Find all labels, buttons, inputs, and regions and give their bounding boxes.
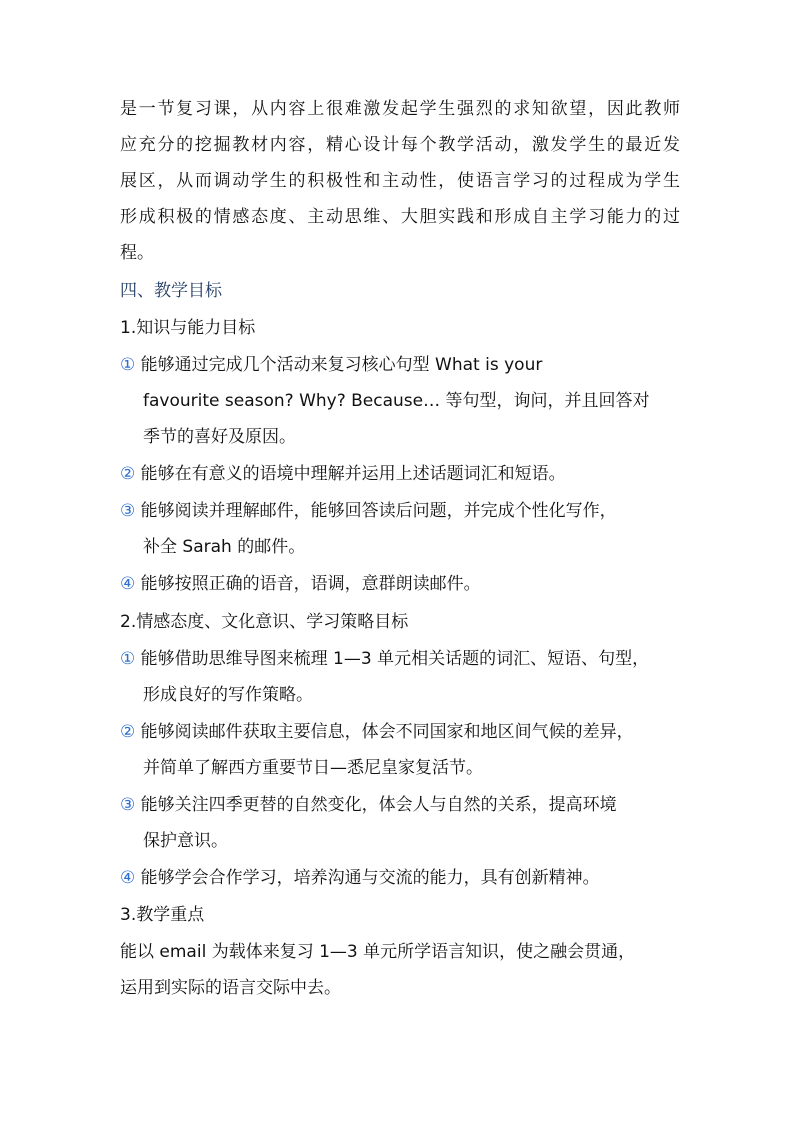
sub1-item-1-line-3: 季节的喜好及原因。 xyxy=(143,427,296,447)
section-heading-objectives: 四、教学目标 xyxy=(120,281,222,301)
item-text: 能够关注四季更替的自然变化，体会人与自然的关系，提高环境 xyxy=(140,795,617,815)
sub1-item-1-line-2: favourite season? Why? Because… 等句型，询问，并且回答对 xyxy=(143,391,650,411)
intro-line-3: 展区，从而调动学生的积极性和主动性，使语言学习的过程成为学生 xyxy=(120,171,680,191)
sub1-item-2 xyxy=(120,462,680,486)
item-marker: ① xyxy=(120,355,136,375)
item-text: 能够按照正确的语音，语调，意群朗读邮件。 xyxy=(140,574,481,594)
intro-line-1: 是一节复习课，从内容上很难激发起学生强烈的求知欲望，因此教师 xyxy=(120,99,680,119)
intro-line-4: 形成积极的情感态度、主动思维、大胆实践和形成自主学习能力的过 xyxy=(120,207,680,227)
key-line-1: 能以 email 为载体来复习 1—3 单元所学语言知识，使之融会贯通， xyxy=(120,942,636,962)
sub2-item-3-line-2: 保护意识。 xyxy=(143,831,228,851)
item-marker: ③ xyxy=(120,795,136,815)
sub2-item-3-line-1 xyxy=(120,793,680,817)
sub1-item-3-line-1 xyxy=(120,499,680,523)
sub2-item-2-line-2: 并简单了解西方重要节日—悉尼皇家复活节。 xyxy=(143,758,483,778)
item-text: 能够借助思维导图来梳理 1—3 单元相关话题的词汇、短语、句型， xyxy=(140,649,650,669)
sub2-item-1-line-1 xyxy=(120,647,680,671)
subheading-teaching-focus: 3.教学重点 xyxy=(120,905,205,925)
subheading-knowledge-ability: 1.知识与能力目标 xyxy=(120,318,256,338)
subheading-attitude-strategy: 2.情感态度、文化意识、学习策略目标 xyxy=(120,612,409,632)
item-marker: ② xyxy=(120,722,136,742)
item-marker: ① xyxy=(120,649,136,669)
intro-line-2: 应充分的挖掘教材内容，精心设计每个教学活动，激发学生的最近发 xyxy=(120,135,680,155)
sub2-item-1-line-2: 形成良好的写作策略。 xyxy=(143,685,313,705)
item-text: 能够学会合作学习，培养沟通与交流的能力，具有创新精神。 xyxy=(140,868,600,888)
sub1-item-1-line-1 xyxy=(120,353,680,377)
item-text: 能够通过完成几个活动来复习核心句型 What is your xyxy=(140,355,543,375)
sub1-item-4 xyxy=(120,572,680,596)
sub2-item-4 xyxy=(120,866,680,890)
item-text: 能够阅读邮件获取主要信息，体会不同国家和地区间气候的差异， xyxy=(140,722,634,742)
sub2-item-2-line-1 xyxy=(120,720,680,744)
intro-line-5: 程。 xyxy=(120,243,154,263)
item-text: 能够阅读并理解邮件，能够回答读后问题，并完成个性化写作， xyxy=(140,501,617,521)
item-marker: ② xyxy=(120,464,136,484)
sub1-item-3-line-2: 补全 Sarah 的邮件。 xyxy=(143,537,306,557)
item-text: 能够在有意义的语境中理解并运用上述话题词汇和短语。 xyxy=(140,464,566,484)
item-marker: ④ xyxy=(120,574,136,594)
key-line-2: 运用到实际的语言交际中去。 xyxy=(120,978,341,998)
item-marker: ③ xyxy=(120,501,136,521)
item-marker: ④ xyxy=(120,868,136,888)
